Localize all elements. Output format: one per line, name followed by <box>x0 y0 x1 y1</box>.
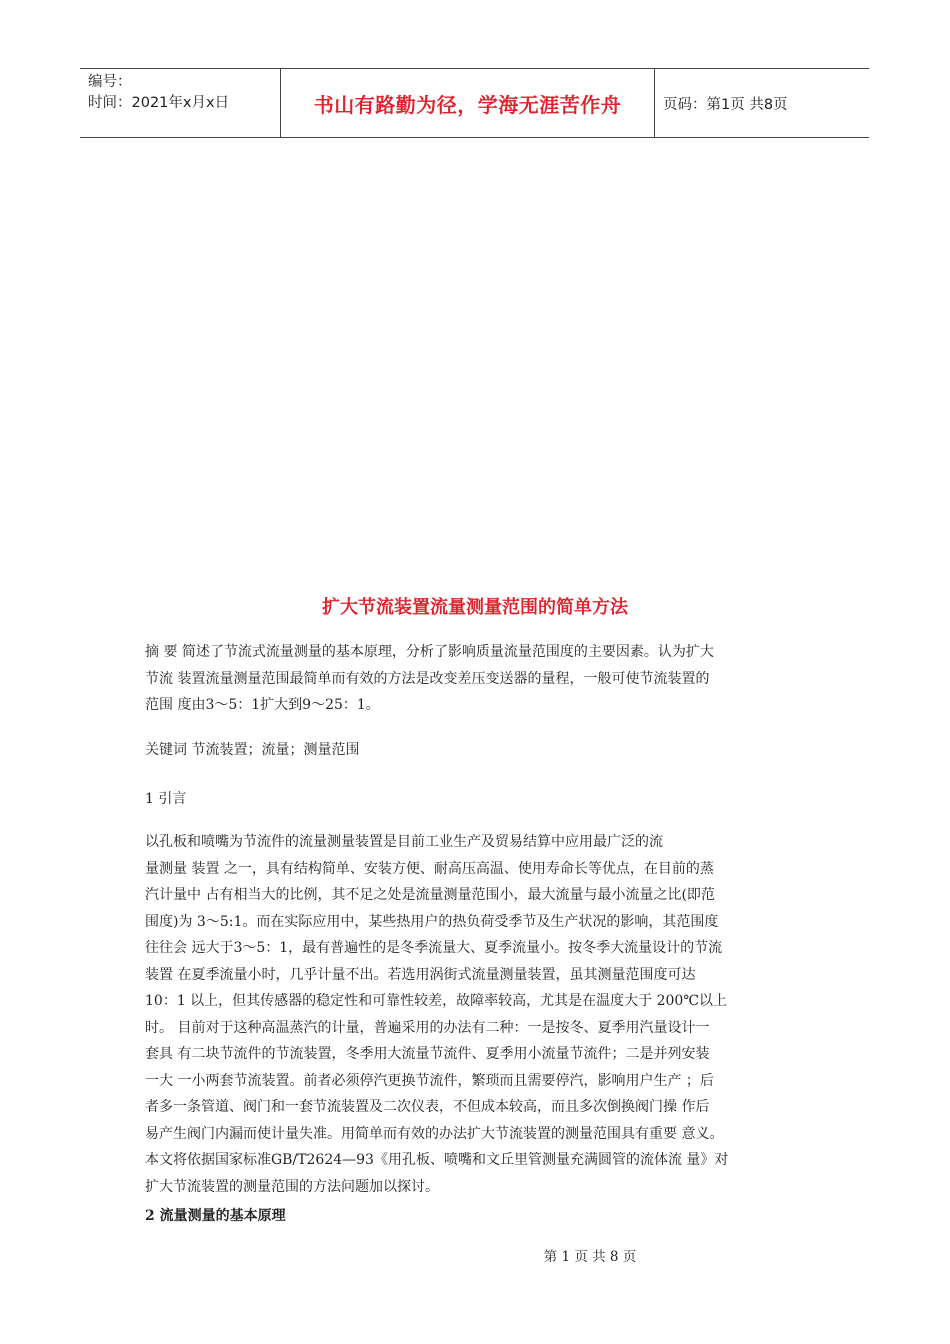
time-label: 时间：2021年x月x日 <box>88 95 230 111</box>
number-label: 编号： <box>88 74 132 90</box>
section1-body: 以孔板和喷嘴为节流件的流量测量装置是目前工业生产及贸易结算中应用最广泛的流 量测量 装置 之一，具有结构简单、安装方便、耐高压高温、使用寿命长等优点，在目前的蒸 汽计量中 占有相当大的比例，其不足之处是流量测量范围小，最大流量与最小流量之比(即范 围度)为 3～5:1。而在实际应用中，某些热用户的热负荷受季节及生产状况的影响，其范围度 往往会 远大于3～5：1，最有普遍性的是冬季流量大、夏季流量小。按冬季大流量设计的节流 装置 在夏季流量小时，几乎计量不出。若选用涡街式流量测量装置，虽其测量范围度可达 10：1 以上，但其传感器的稳定性和可靠性较差，故障率较高，尤其是在温度大于 200℃以上 时。 目前对于这种高温蒸汽的计量，普遍采用的办法有二种：一是按冬、夏季用汽量设计一 套具 有二块节流件的节流装置，冬季用大流量节流件、夏季用小流量节流件；二是并列安装 一大 一小两套节流装置。前者必须停汽更换节流件，繁琐而且需要停汽，影响用户生产 ；后 者多一条管道、阀门和一套节流装置及二次仪表，不但成本较高，而且多次倒换阀门操 作后 易产生阀门内漏而使计量失准。用简单而有效的办法扩大节流装置的测量范围具有重要 意义。 本文将依据国家标准GB/T2624—93《用孔板、喷嘴和文丘里管测量充满圆管的流体流 量》对 扩大节流装置的测量范围的方法问题加以探讨。 <box>145 834 729 1195</box>
keywords: 关键词 节流装置；流量；测量范围 <box>145 742 360 758</box>
section2-heading: 2 流量测量的基本原理 <box>145 1208 286 1224</box>
section1-heading: 1 引言 <box>145 791 187 807</box>
header-page-label: 页码：第1页 共8页 <box>663 96 788 113</box>
header-table <box>80 68 869 138</box>
abstract: 摘 要 简述了节流式流量测量的基本原理，分析了影响质量流量范围度的主要因素。认为扩大 节流 装置流量测量范围最简单而有效的方法是改变差压变送器的量程，一般可使节流装置的 范围 度由3～5：1扩大到9～25：1。 <box>145 644 714 713</box>
page-footer <box>0 1245 950 1265</box>
header-meta-cell <box>80 69 281 137</box>
document-title: 扩大节流装置流量测量范围的简单方法 <box>322 597 628 618</box>
header-motto: 书山有路勤为径，学海无涯苦作舟 <box>281 69 655 137</box>
footer-page-number: 第 1 页 共 8 页 <box>543 1249 637 1265</box>
